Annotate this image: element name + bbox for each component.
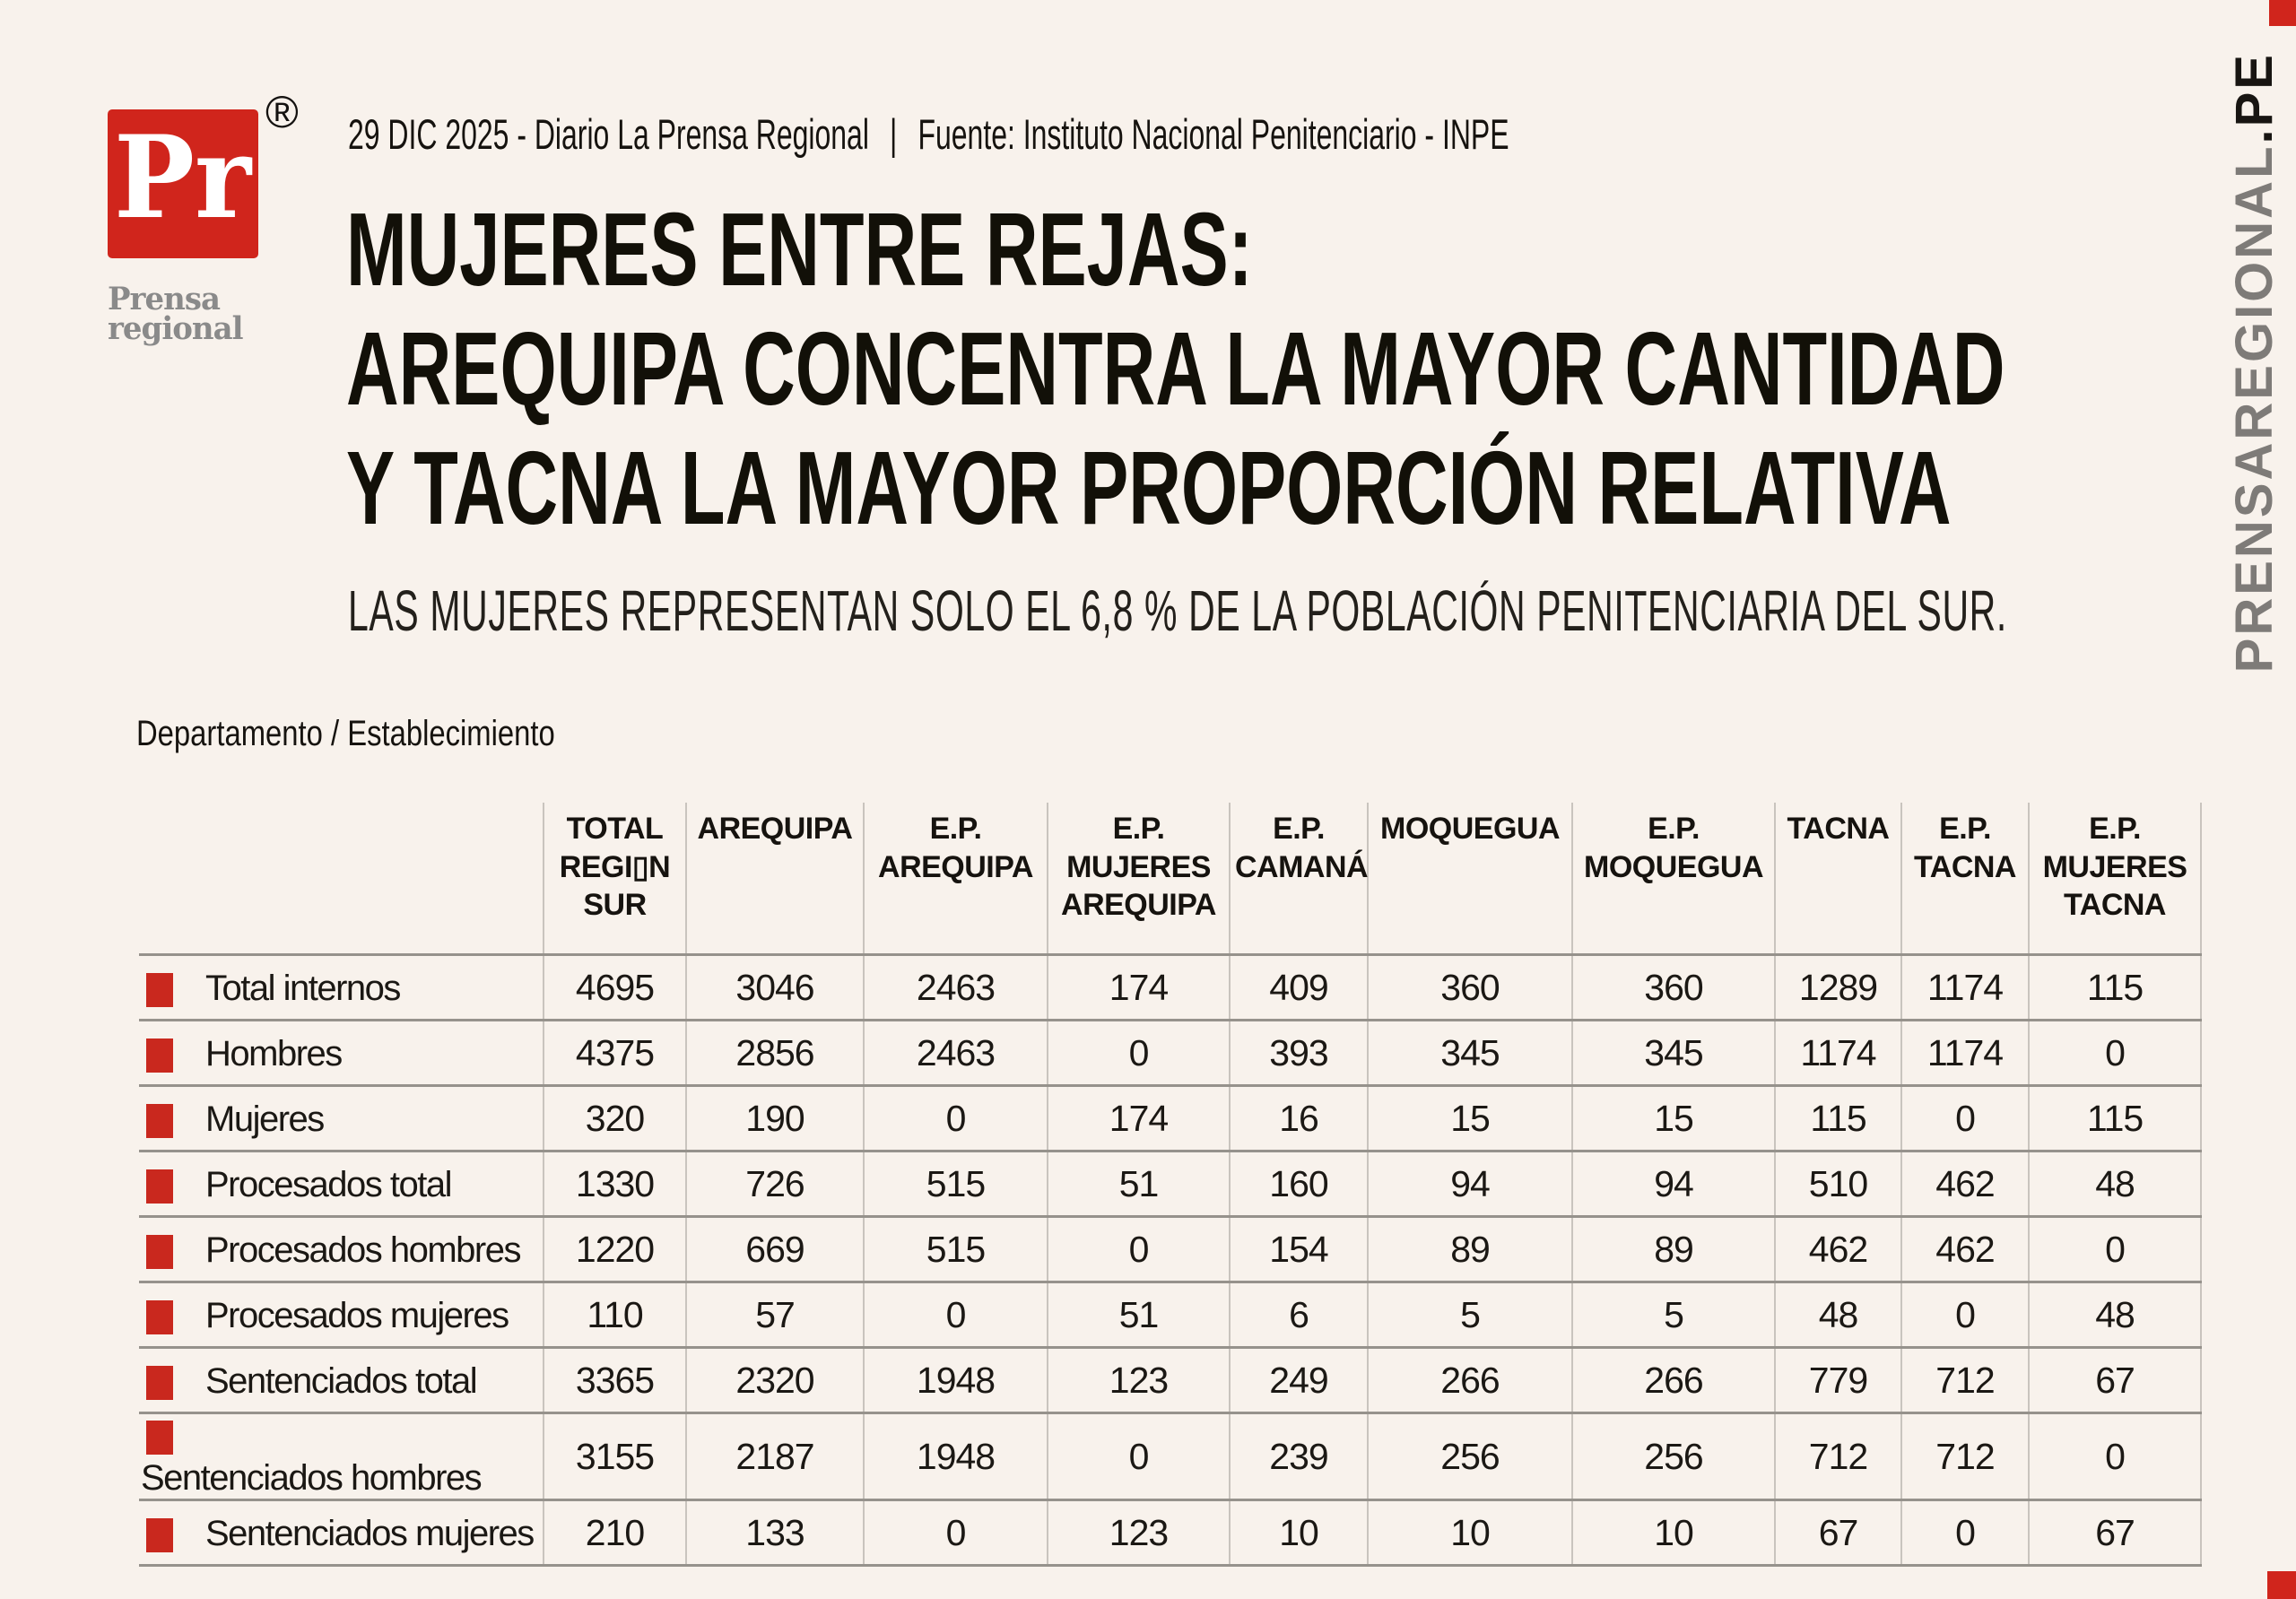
column-header: E.P. TACNA: [1901, 803, 2029, 955]
row-label: Mujeres: [205, 1099, 324, 1139]
value-cell: 2320: [686, 1348, 864, 1413]
value-cell: 154: [1230, 1217, 1368, 1282]
row-label: Sentenciados total: [205, 1360, 477, 1401]
value-cell: 712: [1901, 1348, 2029, 1413]
value-cell: 3155: [544, 1413, 686, 1500]
value-cell: 0: [1901, 1086, 2029, 1151]
value-cell: 51: [1048, 1151, 1230, 1217]
value-cell: 515: [864, 1217, 1048, 1282]
value-cell: 393: [1230, 1021, 1368, 1086]
value-cell: 345: [1572, 1021, 1775, 1086]
value-cell: 462: [1901, 1217, 2029, 1282]
value-cell: 256: [1572, 1413, 1775, 1500]
row-label: Total internos: [205, 968, 400, 1008]
value-cell: 669: [686, 1217, 864, 1282]
value-cell: 1330: [544, 1151, 686, 1217]
value-cell: 6: [1230, 1282, 1368, 1348]
site-url-name: PRENSAREGIONAL: [2225, 143, 2283, 673]
table-row: [139, 1021, 2201, 1086]
value-cell: 726: [686, 1151, 864, 1217]
row-label-cell: [139, 1021, 544, 1086]
column-header: E.P. MUJERES AREQUIPA: [1048, 803, 1230, 955]
red-square-bullet-icon: [146, 973, 173, 1007]
table-row: [139, 1217, 2201, 1282]
logo-wordmark-line1: Prensa: [108, 281, 220, 317]
red-square-bullet-icon: [146, 1518, 173, 1552]
value-cell: 15: [1368, 1086, 1572, 1151]
value-cell: 210: [544, 1500, 686, 1566]
value-cell: 5: [1572, 1282, 1775, 1348]
value-cell: 345: [1368, 1021, 1572, 1086]
red-square-bullet-icon: [146, 1104, 173, 1138]
row-label-cell: [139, 1500, 544, 1566]
row-label-cell: [139, 1282, 544, 1348]
table-row: [139, 1348, 2201, 1413]
value-cell: 174: [1048, 955, 1230, 1021]
value-cell: 1948: [864, 1413, 1048, 1500]
row-label-cell: [139, 1217, 544, 1282]
red-square-bullet-icon: [146, 1366, 173, 1400]
value-cell: 266: [1368, 1348, 1572, 1413]
dateline: 29 DIC 2025 - Diario La Prensa Regional: [348, 110, 869, 158]
table-row: [139, 1282, 2201, 1348]
value-cell: 779: [1775, 1348, 1901, 1413]
value-cell: 2463: [864, 1021, 1048, 1086]
value-cell: 48: [2029, 1282, 2201, 1348]
row-label: Procesados mujeres: [205, 1295, 509, 1335]
red-corner-accent-top: [2269, 0, 2296, 26]
table-header-row: [139, 803, 2201, 955]
value-cell: 1174: [1775, 1021, 1901, 1086]
value-cell: 1220: [544, 1217, 686, 1282]
column-header: E.P. MUJERES TACNA: [2029, 803, 2201, 955]
value-cell: 0: [1048, 1413, 1230, 1500]
value-cell: 15: [1572, 1086, 1775, 1151]
table-row: [139, 1151, 2201, 1217]
table-row: [139, 1413, 2201, 1500]
value-cell: 462: [1901, 1151, 2029, 1217]
value-cell: 0: [1048, 1217, 1230, 1282]
table-row: [139, 1500, 2201, 1566]
column-header: E.P. CAMANÁ: [1230, 803, 1368, 955]
value-cell: 3046: [686, 955, 864, 1021]
value-cell: 160: [1230, 1151, 1368, 1217]
logo-wordmark: [108, 281, 243, 347]
table-row: [139, 1086, 2201, 1151]
value-cell: 360: [1368, 955, 1572, 1021]
value-cell: 0: [1048, 1021, 1230, 1086]
value-cell: 3365: [544, 1348, 686, 1413]
value-cell: 1174: [1901, 1021, 2029, 1086]
value-cell: 510: [1775, 1151, 1901, 1217]
site-url-tld: .PE: [2225, 52, 2283, 144]
column-header: TACNA: [1775, 803, 1901, 955]
column-header: E.P. MOQUEGUA: [1572, 803, 1775, 955]
value-cell: 115: [2029, 955, 2201, 1021]
prison-population-table: [139, 803, 2202, 1567]
value-cell: 0: [864, 1500, 1048, 1566]
value-cell: 174: [1048, 1086, 1230, 1151]
row-label-cell: [139, 955, 544, 1021]
headline-line1: MUJERES ENTRE REJAS:: [346, 191, 1253, 308]
value-cell: 0: [1901, 1500, 2029, 1566]
value-cell: 67: [2029, 1348, 2201, 1413]
value-cell: 256: [1368, 1413, 1572, 1500]
headline-line3: Y TACNA LA MAYOR PROPORCIÓN RELATIVA: [346, 429, 1952, 546]
table-dimension-label: Departamento / Establecimiento: [136, 714, 555, 753]
red-square-bullet-icon: [146, 1169, 173, 1204]
value-cell: 0: [2029, 1217, 2201, 1282]
value-cell: 515: [864, 1151, 1048, 1217]
subtitle: LAS MUJERES REPRESENTAN SOLO EL 6,8 % DE LA POBLACIÓN PENITENCIARIA DEL SUR.: [348, 578, 2007, 643]
row-label: Procesados total: [205, 1164, 451, 1204]
value-cell: 0: [1901, 1282, 2029, 1348]
value-cell: 57: [686, 1282, 864, 1348]
logo-monogram: Pr: [114, 111, 252, 244]
value-cell: 190: [686, 1086, 864, 1151]
value-cell: 115: [1775, 1086, 1901, 1151]
value-cell: 4695: [544, 955, 686, 1021]
column-header: AREQUIPA: [686, 803, 864, 955]
headline-line2: AREQUIPA CONCENTRA LA MAYOR CANTIDAD: [346, 309, 2005, 427]
prensa-regional-logo: [108, 109, 258, 258]
value-cell: 712: [1775, 1413, 1901, 1500]
value-cell: 2187: [686, 1413, 864, 1500]
row-label: Sentenciados hombres: [141, 1458, 482, 1498]
value-cell: 2856: [686, 1021, 864, 1086]
value-cell: 51: [1048, 1282, 1230, 1348]
value-cell: 16: [1230, 1086, 1368, 1151]
value-cell: 94: [1572, 1151, 1775, 1217]
row-label-cell: [139, 1413, 544, 1500]
row-label-cell: [139, 1151, 544, 1217]
value-cell: 4375: [544, 1021, 686, 1086]
row-label-cell: [139, 1348, 544, 1413]
value-cell: 0: [2029, 1413, 2201, 1500]
dateline-source: [348, 109, 1509, 159]
meta-divider: |: [890, 110, 898, 158]
value-cell: 1948: [864, 1348, 1048, 1413]
value-cell: 409: [1230, 955, 1368, 1021]
red-square-bullet-icon: [146, 1300, 173, 1334]
logo-wordmark-line2: regional: [108, 309, 243, 347]
row-label: Sentenciados mujeres: [205, 1513, 534, 1553]
value-cell: 48: [2029, 1151, 2201, 1217]
value-cell: 1174: [1901, 955, 2029, 1021]
value-cell: 462: [1775, 1217, 1901, 1282]
value-cell: 1289: [1775, 955, 1901, 1021]
source-credit: Fuente: Instituto Nacional Penitenciario - INPE: [918, 110, 1509, 158]
value-cell: 10: [1572, 1500, 1775, 1566]
column-header: E.P. AREQUIPA: [864, 803, 1048, 955]
value-cell: 0: [864, 1282, 1048, 1348]
value-cell: 266: [1572, 1348, 1775, 1413]
site-url-vertical: [2224, 52, 2284, 673]
value-cell: 123: [1048, 1500, 1230, 1566]
table-row: [139, 955, 2201, 1021]
column-header: MOQUEGUA: [1368, 803, 1572, 955]
value-cell: 10: [1368, 1500, 1572, 1566]
value-cell: 94: [1368, 1151, 1572, 1217]
value-cell: 115: [2029, 1086, 2201, 1151]
value-cell: 239: [1230, 1413, 1368, 1500]
value-cell: 712: [1901, 1413, 2029, 1500]
row-label-cell: [139, 1086, 544, 1151]
red-corner-accent-bottom: [2267, 1571, 2296, 1599]
value-cell: 48: [1775, 1282, 1901, 1348]
red-square-bullet-icon: [146, 1235, 173, 1269]
value-cell: 110: [544, 1282, 686, 1348]
value-cell: 89: [1368, 1217, 1572, 1282]
value-cell: 67: [2029, 1500, 2201, 1566]
value-cell: 5: [1368, 1282, 1572, 1348]
column-header: TOTAL REGI▯N SUR: [544, 803, 686, 955]
value-cell: 0: [864, 1086, 1048, 1151]
row-label: Procesados hombres: [205, 1230, 520, 1270]
red-square-bullet-icon: [146, 1421, 173, 1455]
value-cell: 360: [1572, 955, 1775, 1021]
row-label: Hombres: [205, 1033, 342, 1073]
red-square-bullet-icon: [146, 1038, 173, 1073]
value-cell: 89: [1572, 1217, 1775, 1282]
value-cell: 123: [1048, 1348, 1230, 1413]
value-cell: 67: [1775, 1500, 1901, 1566]
registered-trademark-icon: ®: [265, 87, 299, 137]
value-cell: 133: [686, 1500, 864, 1566]
headline: [346, 190, 2005, 547]
table-corner-cell: [139, 803, 544, 955]
value-cell: 2463: [864, 955, 1048, 1021]
value-cell: 0: [2029, 1021, 2201, 1086]
value-cell: 10: [1230, 1500, 1368, 1566]
value-cell: 249: [1230, 1348, 1368, 1413]
value-cell: 320: [544, 1086, 686, 1151]
